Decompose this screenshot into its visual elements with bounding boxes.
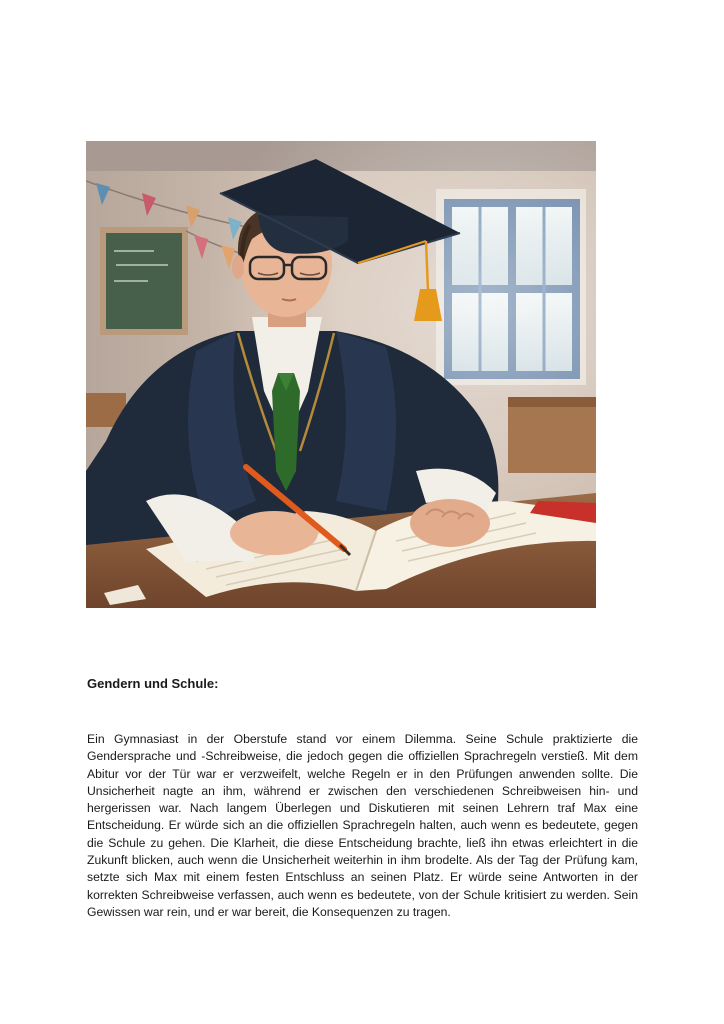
back-desk <box>508 403 596 473</box>
illustration-svg <box>86 141 596 608</box>
right-hand <box>410 499 490 547</box>
body-paragraph: Ein Gymnasiast in der Oberstufe stand vor einem Dilemma. Seine Schule praktizierte die Gendersprache und -Schreibweise, die jedoch gegen die offiziellen Sprachregeln verstieß. Mit dem Abitur vor der Tür war er verzweifelt, welche Regeln er in den Prüfungen anwenden sollte. Die Unsicherheit nagte an ihm, während er zwischen den verschiedenen Schreibweisen hin- und hergerissen war. Nach langem Überlegen und Diskutieren mit seinen Lehrern traf Max eine Entscheidung. Er würde sich an die offiziellen Sprachregeln halten, auch wenn es bedeutete, gegen die Schule zu gehen. Die Klarheit, die diese Entscheidung brachte, ließ ihn etwas erleichtert in die Zukunft blicken, auch wenn die Unsicherheit weiterhin in ihm brodelte. Als der Tag der Prüfung kam, setzte sich Max mit einem festen Entschluss an seinen Platz. Er würde seine Antworten in der korrekten Schreibweise verfassen, auch wenn es bedeutete, von der Schule kritisiert zu werden. Sein Gewissen war rein, und er war bereit, die Konsequenzen zu tragen. <box>87 732 638 919</box>
student-graduation-illustration <box>86 141 596 608</box>
section-heading: Gendern und Schule: <box>87 676 219 691</box>
